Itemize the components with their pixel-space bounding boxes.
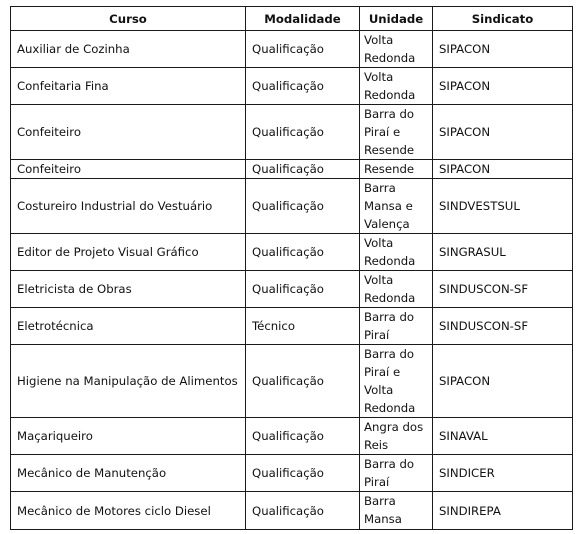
unidade-line: Mansa e — [364, 199, 413, 213]
header-unidade: Unidade — [360, 7, 433, 31]
unidade-line: Piraí — [364, 475, 390, 489]
cell-unidade — [360, 418, 433, 455]
header-row — [11, 7, 573, 31]
cell-modalidade: Qualificação — [246, 105, 360, 160]
cell-curso: Higiene na Manipulação de Alimentos — [11, 345, 246, 418]
unidade-line: Redonda — [364, 254, 416, 268]
cell-sindicato: SINDIREPA — [433, 492, 573, 530]
cell-curso: Mecânico de Manutenção — [11, 455, 246, 492]
unidade-line: Redonda — [364, 291, 416, 305]
unidade-line: Volta — [364, 33, 394, 47]
cell-curso: Maçariqueiro — [11, 418, 246, 455]
cell-sindicato: SIPACON — [433, 31, 573, 68]
cell-sindicato: SIPACON — [433, 68, 573, 105]
table-row — [11, 179, 573, 234]
unidade-line: Redonda — [364, 51, 416, 65]
table-row — [11, 68, 573, 105]
header-curso: Curso — [11, 7, 246, 31]
cell-curso: Confeiteiro — [11, 105, 246, 160]
unidade-line: Redonda — [364, 88, 416, 102]
cell-unidade — [360, 271, 433, 308]
table-row — [11, 271, 573, 308]
unidade-line: Volta — [364, 383, 394, 397]
cell-modalidade: Qualificação — [246, 271, 360, 308]
cell-unidade — [360, 68, 433, 105]
table-row — [11, 418, 573, 455]
unidade-line: Volta — [364, 236, 394, 250]
unidade-line: Barra do — [364, 347, 415, 361]
table-row — [11, 31, 573, 68]
unidade-line: Valença — [364, 217, 410, 231]
header-sindicato: Sindicato — [433, 7, 573, 31]
cell-unidade — [360, 308, 433, 345]
unidade-line: Piraí e — [364, 125, 401, 139]
cell-sindicato: SIPACON — [433, 160, 573, 179]
cell-unidade — [360, 105, 433, 160]
unidade-line: Resende — [364, 143, 415, 157]
unidade-line: Barra — [364, 181, 396, 195]
table-row — [11, 105, 573, 160]
cell-curso: Confeiteiro — [11, 160, 246, 179]
cell-unidade — [360, 160, 433, 179]
table-row — [11, 160, 573, 179]
unidade-line: Redonda — [364, 401, 416, 415]
cell-modalidade: Técnico — [246, 308, 360, 345]
table-row — [11, 492, 573, 530]
cell-modalidade: Qualificação — [246, 418, 360, 455]
cell-modalidade: Qualificação — [246, 234, 360, 271]
cell-unidade — [360, 455, 433, 492]
cell-curso: Eletrotécnica — [11, 308, 246, 345]
table-row — [11, 308, 573, 345]
cell-sindicato: SINDUSCON-SF — [433, 308, 573, 345]
cell-unidade — [360, 234, 433, 271]
cell-curso: Mecânico de Motores ciclo Diesel — [11, 492, 246, 530]
cell-sindicato: SINGRASUL — [433, 234, 573, 271]
cell-unidade — [360, 492, 433, 530]
unidade-line: Reis — [364, 438, 389, 452]
cell-sindicato: SINAVAL — [433, 418, 573, 455]
cell-sindicato: SINDICER — [433, 455, 573, 492]
cell-modalidade: Qualificação — [246, 492, 360, 530]
unidade-line: Piraí — [364, 328, 390, 342]
unidade-line: Volta — [364, 70, 394, 84]
unidade-line: Angra dos — [364, 420, 424, 434]
cell-sindicato: SIPACON — [433, 345, 573, 418]
courses-table — [10, 6, 573, 530]
cell-sindicato: SINDUSCON-SF — [433, 271, 573, 308]
unidade-line: Barra do — [364, 457, 415, 471]
table-row — [11, 345, 573, 418]
unidade-line: Piraí e — [364, 365, 401, 379]
cell-curso: Confeitaria Fina — [11, 68, 246, 105]
cell-modalidade: Qualificação — [246, 455, 360, 492]
cell-modalidade: Qualificação — [246, 179, 360, 234]
cell-curso: Eletricista de Obras — [11, 271, 246, 308]
unidade-line: Barra do — [364, 310, 415, 324]
unidade-line: Resende — [364, 162, 415, 176]
cell-modalidade: Qualificação — [246, 345, 360, 418]
table-row — [11, 234, 573, 271]
table-row — [11, 455, 573, 492]
cell-unidade — [360, 31, 433, 68]
cell-modalidade: Qualificação — [246, 160, 360, 179]
cell-curso: Costureiro Industrial do Vestuário — [11, 179, 246, 234]
cell-modalidade: Qualificação — [246, 31, 360, 68]
cell-curso: Auxiliar de Cozinha — [11, 31, 246, 68]
unidade-line: Barra — [364, 494, 396, 508]
cell-sindicato: SINDVESTSUL — [433, 179, 573, 234]
cell-unidade — [360, 345, 433, 418]
unidade-line: Mansa — [364, 512, 402, 526]
unidade-line: Barra do — [364, 107, 415, 121]
cell-unidade — [360, 179, 433, 234]
cell-curso: Editor de Projeto Visual Gráfico — [11, 234, 246, 271]
header-modalidade: Modalidade — [246, 7, 360, 31]
cell-sindicato: SIPACON — [433, 105, 573, 160]
unidade-line: Volta — [364, 273, 394, 287]
cell-modalidade: Qualificação — [246, 68, 360, 105]
